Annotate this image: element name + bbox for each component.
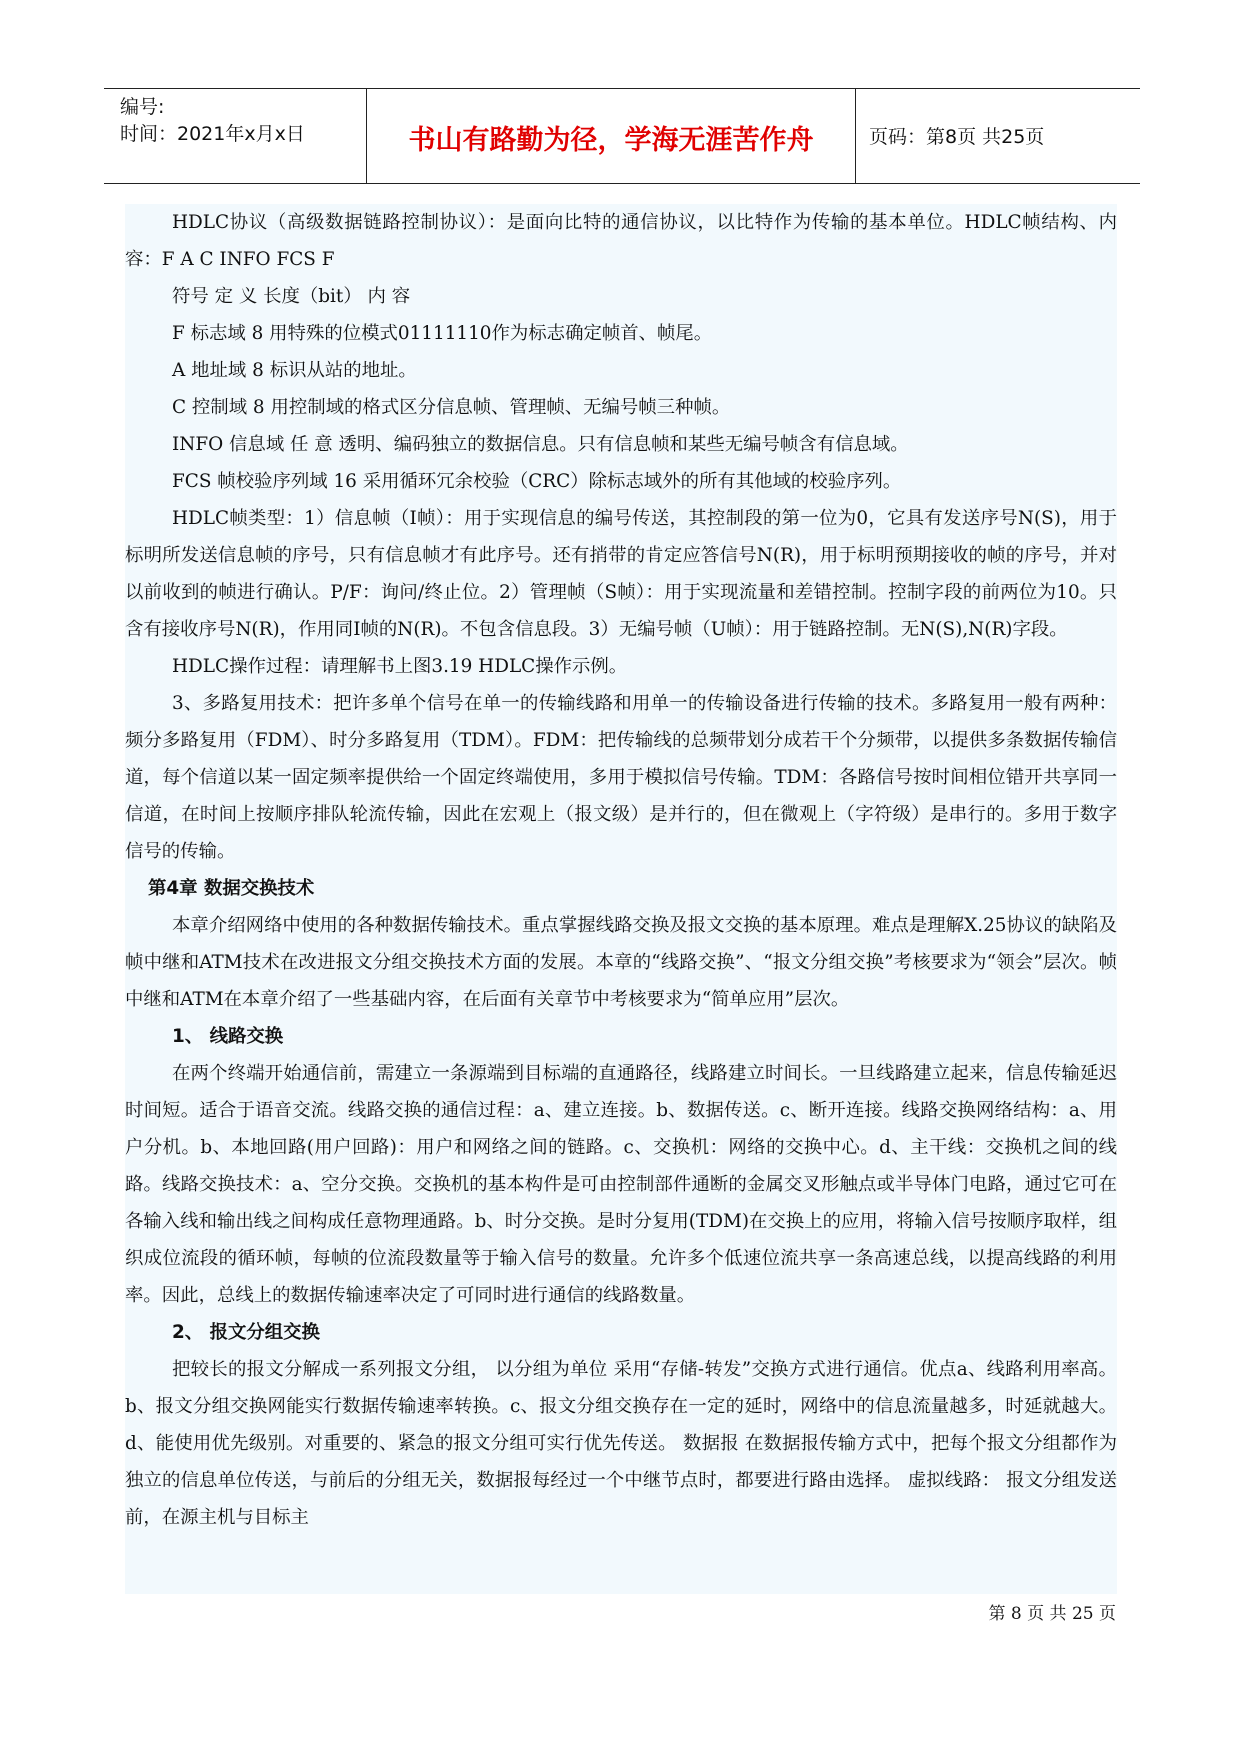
paragraph-hdlc-frame-types: HDLC帧类型：1）信息帧（I帧）：用于实现信息的编号传送，其控制段的第一位为0，它具有发送序号N(S)，用于标明所发送信息帧的序号，只有信息帧才有此序号。还有捎带的肯定应答信号N(R)，用于标明预期接收的帧的序号，并对以前收到的帧进行确认。P/F：询问/终止位。2）管理帧（S帧）：用于实现流量和差错控制。控制字段的前两位为10。只含有接收序号N(R)，作用同I帧的N(R)。不包含信息段。3）无编号帧（U帧）：用于链路控制。无N(S),N(R)字段。 — [125, 508, 1117, 640]
paragraph-address-field: A 地址域 8 标识从站的地址。 — [172, 360, 417, 381]
header-page-number: 页码：第8页 共25页 — [869, 126, 1045, 148]
paragraph-circuit-switching: 在两个终端开始通信前，需建立一条源端到目标端的直通路径，线路建立时间长。一旦线路建立起来，信息传输延迟时间短。适合于语音交流。线路交换的通信过程：a、建立连接。b、数据传送。c、断开连接。线路交换网络结构：a、用户分机。b、本地回路(用户回路)：用户和网络之间的链路。c、交换机：网络的交换中心。d、主干线：交换机之间的线路。线路交换技术：a、空分交换。交换机的基本构件是可由控制部件通断的金属交叉形触点或半导体门电路，通过它可在各输入线和输出线之间构成任意物理通路。b、时分交换。是时分复用(TDM)在交换上的应用，将输入信号按顺序取样，组织成位流段的循环帧，每帧的位流段数量等于输入信号的数量。允许多个低速位流共享一条高速总线，以提高线路的利用率。因此，总线上的数据传输速率决定了可同时进行通信的线路数量。 — [125, 1063, 1117, 1306]
chapter-heading: 第4章 数据交换技术 — [148, 878, 315, 899]
paragraph-chapter-intro: 本章介绍网络中使用的各种数据传输技术。重点掌握线路交换及报文交换的基本原理。难点是理解X.25协议的缺陷及帧中继和ATM技术在改进报文分组交换技术方面的发展。本章的“线路交换”、“报文分组交换”考核要求为“领会”层次。帧中继和ATM在本章介绍了一些基础内容，在后面有关章节中考核要求为“简单应用”层次。 — [125, 915, 1117, 1010]
paragraph-flag-field: F 标志域 8 用特殊的位模式01111110作为标志确定帧首、帧尾。 — [172, 323, 713, 344]
header-info-cell — [104, 89, 366, 183]
header-motto: 书山有路勤为径，学海无涯苦作舟 — [408, 125, 814, 156]
document-time-label: 时间：2021年x月x日 — [120, 123, 305, 145]
header-motto-cell — [366, 89, 856, 183]
paragraph-field-header: 符号 定 义 长度（bit） 内 容 — [172, 286, 411, 307]
document-body — [125, 204, 1117, 1594]
header-page-cell — [855, 89, 1140, 183]
section-heading-packet-switching: 2、 报文分组交换 — [172, 1322, 320, 1343]
document-number-label: 编号: — [120, 96, 165, 118]
page-footer: 第 8 页 共 25 页 — [988, 1604, 1116, 1624]
paragraph-hdlc-operation: HDLC操作过程：请理解书上图3.19 HDLC操作示例。 — [172, 656, 628, 677]
page-header — [104, 88, 1140, 184]
paragraph-hdlc-protocol: HDLC协议（高级数据链路控制协议）：是面向比特的通信协议，以比特作为传输的基本单位。HDLC帧结构、内容：F A C INFO FCS F — [125, 212, 1117, 270]
paragraph-control-field: C 控制域 8 用控制域的格式区分信息帧、管理帧、无编号帧三种帧。 — [172, 397, 731, 418]
paragraph-info-field: INFO 信息域 任 意 透明、编码独立的数据信息。只有信息帧和某些无编号帧含有信息域。 — [172, 434, 909, 455]
section-heading-circuit-switching: 1、 线路交换 — [172, 1026, 284, 1047]
paragraph-multiplexing: 3、多路复用技术：把许多单个信号在单一的传输线路和用单一的传输设备进行传输的技术。多路复用一般有两种：频分多路复用（FDM）、时分多路复用（TDM）。FDM：把传输线的总频带划分成若干个分频带，以提供多条数据传输信道，每个信道以某一固定频率提供给一个固定终端使用，多用于模拟信号传输。TDM：各路信号按时间相位错开共享同一信道，在时间上按顺序排队轮流传输，因此在宏观上（报文级）是并行的，但在微观上（字符级）是串行的。多用于数字信号的传输。 — [125, 693, 1117, 862]
paragraph-packet-switching: 把较长的报文分解成一系列报文分组， 以分组为单位 采用“存储-转发”交换方式进行通信。优点a、线路利用率高。b、报文分组交换网能实行数据传输速率转换。c、报文分组交换存在一定的延时，网络中的信息流量越多，时延就越大。d、能使用优先级别。对重要的、紧急的报文分组可实行优先传送。 数据报 在数据报传输方式中，把每个报文分组都作为独立的信息单位传送，与前后的分组无关，数据报每经过一个中继节点时，都要进行路由选择。 虚拟线路： 报文分组发送前，在源主机与目标主 — [125, 1359, 1117, 1528]
paragraph-fcs-field: FCS 帧校验序列域 16 采用循环冗余校验（CRC）除标志域外的所有其他域的校验序列。 — [172, 471, 902, 492]
